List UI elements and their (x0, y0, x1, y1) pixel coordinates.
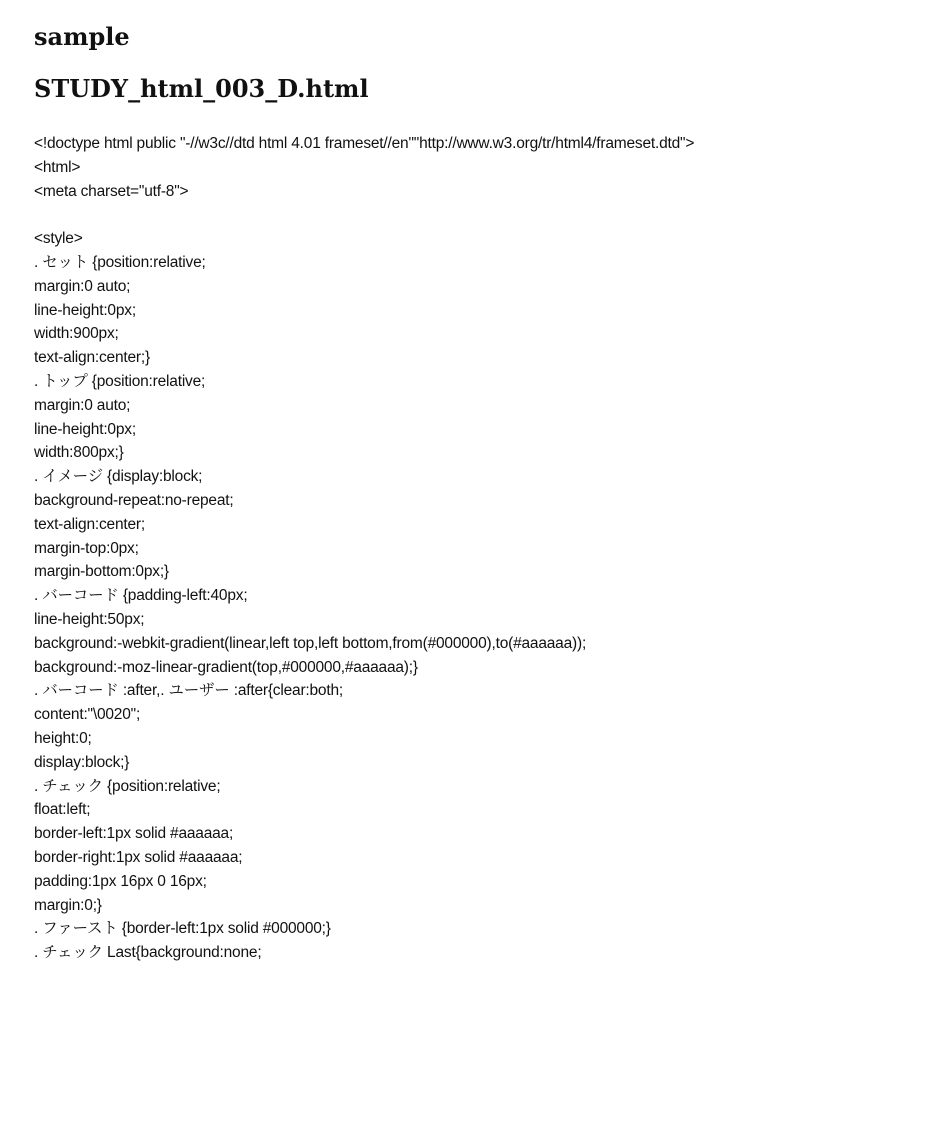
code-line: margin:0 auto; (34, 396, 131, 414)
code-line: margin-bottom:0px;} (34, 563, 169, 581)
code-line-blank (34, 203, 934, 227)
code-line: <!doctype html public "-//w3c//dtd html 4.01 frameset//en""http://www.w3.org/tr/html4/frameset.dtd"> (34, 135, 695, 152)
code-line: margin:0;} (34, 896, 102, 914)
code-line: . イメージ {display:block; (34, 468, 203, 486)
code-line: float:left; (34, 801, 91, 819)
code-line: height:0; (34, 729, 92, 747)
code-line: . バーコード :after,. ユーザー :after{clear:both; (34, 682, 343, 700)
code-line: . ファースト {border-left:1px solid #000000;} (34, 920, 331, 938)
code-line: border-left:1px solid #aaaaaa; (34, 825, 234, 843)
code-line: margin:0 auto; (34, 277, 131, 295)
code-line: text-align:center;} (34, 349, 150, 367)
code-line: width:800px;} (34, 444, 124, 462)
code-line: text-align:center; (34, 515, 145, 533)
code-line: border-right:1px solid #aaaaaa; (34, 848, 243, 866)
code-line: width:900px; (34, 325, 119, 343)
code-line: <style> (34, 230, 83, 248)
code-line: margin-top:0px; (34, 539, 139, 557)
code-line: . バーコード {padding-left:40px; (34, 587, 248, 605)
file-name-heading: STUDY_html_003_D.html (34, 74, 369, 103)
document-title: sample (34, 22, 130, 51)
code-line: line-height:0px; (34, 420, 136, 438)
code-line: background:-moz-linear-gradient(top,#000000,#aaaaaa);} (34, 658, 418, 676)
code-line: line-height:50px; (34, 610, 145, 628)
code-line: display:block;} (34, 753, 130, 771)
code-line: <html> (34, 158, 81, 176)
code-line: . チェック {position:relative; (34, 777, 221, 795)
code-line: . チェック Last{background:none; (34, 944, 262, 962)
code-line: . セット {position:relative; (34, 253, 206, 271)
code-line: line-height:0px; (34, 301, 136, 319)
document-page (34, 18, 934, 965)
code-line: content:"\0020"; (34, 706, 141, 724)
code-line: padding:1px 16px 0 16px; (34, 872, 207, 890)
code-line: background:-webkit-gradient(linear,left top,left bottom,from(#000000),to(#aaaaaa)); (34, 634, 587, 652)
source-code-listing (34, 132, 934, 965)
code-line: . トップ {position:relative; (34, 372, 206, 390)
code-line: <meta charset="utf-8"> (34, 182, 189, 200)
code-line: background-repeat:no-repeat; (34, 491, 234, 509)
